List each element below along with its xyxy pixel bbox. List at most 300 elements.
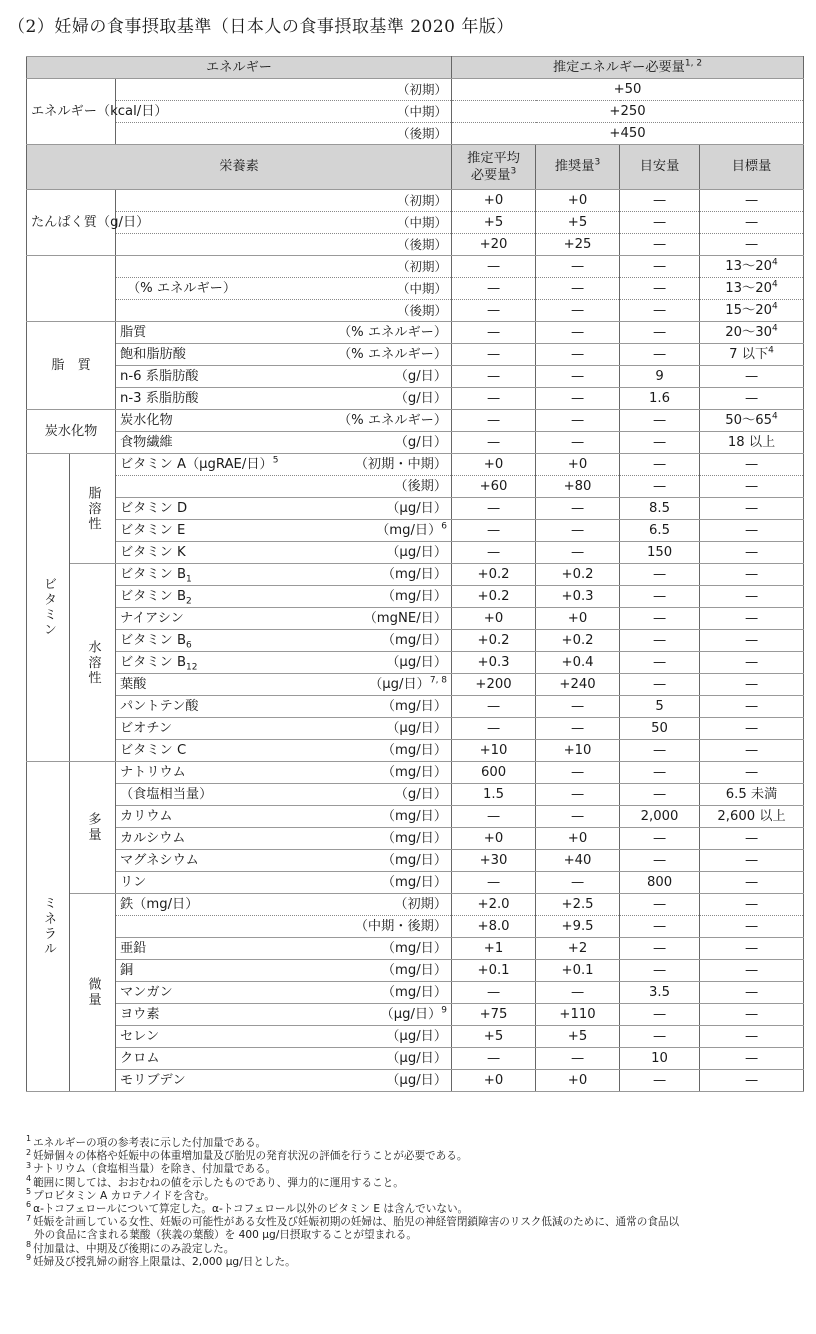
rda-value-cell: +0.1 xyxy=(536,960,620,982)
nutrient-label-cell xyxy=(116,894,452,916)
rda-value-cell: +0.2 xyxy=(536,564,620,586)
nutrient-unit: （μg/日） xyxy=(386,500,448,516)
rda-value-cell: — xyxy=(536,872,620,894)
ear-value-cell: — xyxy=(452,366,536,388)
ai-value-cell: 1.6 xyxy=(620,388,700,410)
label-wrap xyxy=(120,369,447,385)
nutrient-name: ビタミン A（μgRAE/日）$^5$ xyxy=(120,455,279,472)
ai-value-cell: — xyxy=(620,454,700,476)
ai-value-cell: 6.5 xyxy=(620,520,700,542)
ear-value-cell: 600 xyxy=(452,762,536,784)
rda-value-cell: +25 xyxy=(536,234,620,256)
nutrient-label-cell xyxy=(116,1070,452,1092)
ai-value-cell: — xyxy=(620,850,700,872)
label-wrap xyxy=(120,545,447,561)
rda-value-cell: — xyxy=(536,256,620,278)
page-title: （2）妊婦の食事摂取基準（日本人の食事摂取基準 2020 年版） xyxy=(8,17,514,37)
table-row xyxy=(27,982,804,1004)
footnote-number: 1 xyxy=(26,1134,32,1144)
rda-value-cell: +0.4 xyxy=(536,652,620,674)
nutrient-name: 食物繊維 xyxy=(120,434,173,450)
ear-value-cell: — xyxy=(452,982,536,1004)
nutrient-name: 葉酸 xyxy=(120,676,147,692)
table-row xyxy=(27,344,804,366)
table-row xyxy=(27,79,804,101)
rda-value-cell: +80 xyxy=(536,476,620,498)
footnote-number: 2 xyxy=(26,1147,32,1157)
nutrient-unit: （mg/日） xyxy=(381,698,448,714)
footnote-text: 妊婦及び授乳婦の耐容上限量は、2,000 μg/日とした。 xyxy=(33,1255,296,1268)
ai-value-cell: — xyxy=(620,674,700,696)
rda-value-cell: — xyxy=(536,806,620,828)
ai-value-cell: — xyxy=(620,916,700,938)
nutrient-name: ビタミン $B_6$ xyxy=(120,632,192,651)
label-wrap xyxy=(120,457,447,473)
footnote-ref: 6 xyxy=(441,521,448,532)
nutrient-name: パントテン酸 xyxy=(120,698,199,714)
footnote xyxy=(26,1200,811,1216)
nutrient-name: ビオチン xyxy=(120,720,173,736)
target-value-cell: — xyxy=(700,476,804,498)
label-wrap xyxy=(120,985,447,1001)
ear-value-cell: +1 xyxy=(452,938,536,960)
period-label: （後期） xyxy=(116,234,452,256)
nutrient-unit: （g/日） xyxy=(394,368,448,384)
dg-header: 目標量 xyxy=(700,145,804,190)
ear-value-cell: — xyxy=(452,256,536,278)
footnote-ref: 4 xyxy=(772,411,778,422)
label-wrap xyxy=(120,435,447,451)
footnote-ref: 4 xyxy=(768,345,774,356)
ear-header-line1: 推定平均 xyxy=(467,151,520,166)
nutrient-unit: （μg/日） xyxy=(386,654,448,670)
footnote-ref: 1, 2 xyxy=(684,58,703,69)
footnote xyxy=(26,1187,811,1203)
rda-value-cell: +5 xyxy=(536,1026,620,1048)
table-row xyxy=(27,762,804,784)
rda-value-cell: — xyxy=(536,520,620,542)
nutrient-name: ビタミン K xyxy=(120,544,186,560)
target-value-cell: 7 以下$^4$ xyxy=(700,344,804,366)
rda-value-cell: — xyxy=(536,542,620,564)
table-row xyxy=(27,520,804,542)
ear-value-cell: +10 xyxy=(452,740,536,762)
rda-value-cell: — xyxy=(536,718,620,740)
nutrient-unit: （mg/日） xyxy=(381,940,448,956)
ear-value-cell: — xyxy=(452,872,536,894)
nutrient-label-cell xyxy=(116,982,452,1004)
label-wrap xyxy=(120,963,447,979)
table-row xyxy=(27,652,804,674)
energy-header: エネルギー xyxy=(27,57,452,79)
table-row xyxy=(27,916,804,938)
fat-group-label: 脂 質 xyxy=(27,322,116,410)
ear-value-cell: 1.5 xyxy=(452,784,536,806)
table-row xyxy=(27,872,804,894)
nutrient-unit: （% エネルギー） xyxy=(337,324,448,340)
nutrient-name: ビタミン $B_2$ xyxy=(120,588,192,607)
nutrient-label-cell xyxy=(116,608,452,630)
nutrient-unit: （mg/日） xyxy=(381,588,448,604)
footnote xyxy=(26,1229,811,1242)
target-value-cell: — xyxy=(700,498,804,520)
label-wrap xyxy=(120,1007,447,1023)
footnote-number: 6 xyxy=(26,1200,32,1210)
footnote-ref: 4 xyxy=(772,257,778,268)
label-wrap xyxy=(120,875,447,891)
period-label: （初期） xyxy=(116,79,452,101)
table-row xyxy=(27,1004,804,1026)
table-row xyxy=(27,366,804,388)
target-value-cell: — xyxy=(700,982,804,1004)
rda-value-cell: +0 xyxy=(536,608,620,630)
label-wrap xyxy=(120,809,447,825)
ai-value-cell: — xyxy=(620,278,700,300)
label-wrap xyxy=(120,567,447,583)
footnote-text: 範囲に関しては、おおむねの値を示したものであり、弾力的に運用すること。 xyxy=(33,1176,404,1189)
nutrient-unit: （g/日） xyxy=(394,786,448,802)
footnote xyxy=(26,1240,811,1256)
ai-value-cell: — xyxy=(620,608,700,630)
table-row xyxy=(27,960,804,982)
label-wrap xyxy=(120,831,447,847)
nutrient-unit: （% エネルギー） xyxy=(337,412,448,428)
nutrient-name: （食塩相当量） xyxy=(120,786,213,802)
rda-value-cell: — xyxy=(536,278,620,300)
footnote-text: プロビタミン A カロテノイドを含む。 xyxy=(33,1189,215,1202)
nutrient-label-cell xyxy=(116,850,452,872)
rda-value-cell: — xyxy=(536,300,620,322)
nutrient-unit: （μg/日）$^9$ xyxy=(380,1005,448,1022)
target-value-cell: 2,600 以上 xyxy=(700,806,804,828)
footnote xyxy=(26,1174,811,1190)
footnote xyxy=(26,1253,811,1269)
footnote-number: 7 xyxy=(26,1213,32,1223)
label-wrap xyxy=(120,655,447,671)
label-wrap xyxy=(120,391,447,407)
label-wrap xyxy=(120,787,447,803)
rda-value-cell: +2 xyxy=(536,938,620,960)
table-row xyxy=(27,1026,804,1048)
table-row xyxy=(27,190,804,212)
target-value-cell: $15\sim 20^4$ xyxy=(700,300,804,322)
carb-group-label: 炭水化物 xyxy=(27,410,116,454)
table-row xyxy=(27,123,804,145)
nutrient-name: ビタミン D xyxy=(120,500,188,516)
period-label: （後期） xyxy=(116,300,452,322)
ai-value-cell: — xyxy=(620,762,700,784)
label-wrap xyxy=(120,501,447,517)
nutrient-name: ビタミン E xyxy=(120,522,186,538)
ai-value-cell: — xyxy=(620,740,700,762)
table-row xyxy=(27,608,804,630)
nutrient-unit: （mg/日） xyxy=(381,852,448,868)
ai-value-cell: — xyxy=(620,960,700,982)
target-value-cell: — xyxy=(700,586,804,608)
subscript: 1 xyxy=(186,574,192,585)
rda-value-cell: — xyxy=(536,982,620,1004)
footnote-ref: 7, 8 xyxy=(429,675,448,686)
nutrient-label-cell xyxy=(116,828,452,850)
target-value-cell: — xyxy=(700,520,804,542)
nutrient-label-cell xyxy=(116,454,452,476)
ear-value-cell: +5 xyxy=(452,212,536,234)
ear-value-cell: +8.0 xyxy=(452,916,536,938)
ai-value-cell: — xyxy=(620,344,700,366)
nutrient-label-cell xyxy=(116,542,452,564)
ear-value-cell: — xyxy=(452,388,536,410)
ai-value-cell: — xyxy=(620,234,700,256)
label-wrap xyxy=(120,743,447,759)
nutrient-unit: （mg/日） xyxy=(381,808,448,824)
nutrient-unit: （初期） xyxy=(394,896,448,912)
target-value-cell: $20\sim 30^4$ xyxy=(700,322,804,344)
target-value-cell: — xyxy=(700,388,804,410)
target-value-cell: — xyxy=(700,234,804,256)
nutrient-unit: （μg/日）$^{7, 8}$ xyxy=(369,675,448,692)
table-row xyxy=(27,234,804,256)
table-row xyxy=(27,410,804,432)
rda-value-cell: — xyxy=(536,322,620,344)
footnote xyxy=(26,1134,811,1150)
nutrient-label-cell xyxy=(116,718,452,740)
footnote-number: 8 xyxy=(26,1240,32,1250)
footnote-text: 外の食品に含まれる葉酸（狭義の葉酸）を 400 μg/日摂取することが望まれる。 xyxy=(34,1229,417,1242)
rda-value-cell: +5 xyxy=(536,212,620,234)
ear-value-cell: — xyxy=(452,300,536,322)
ear-value-cell: +0.2 xyxy=(452,564,536,586)
ear-value-cell: — xyxy=(452,432,536,454)
nutrient-unit: （後期） xyxy=(394,478,448,494)
nutrient-label-cell xyxy=(116,1048,452,1070)
nutrient-label-cell xyxy=(116,696,452,718)
table-row xyxy=(27,828,804,850)
target-value-cell: — xyxy=(700,1004,804,1026)
target-value-cell: — xyxy=(700,190,804,212)
energy-value: +450 xyxy=(452,123,804,145)
mineral-group-label: ミネラル xyxy=(27,762,70,1092)
period-label: （初期） xyxy=(116,190,452,212)
ai-value-cell: — xyxy=(620,322,700,344)
footnote-ref: 9 xyxy=(441,1005,448,1016)
table-row xyxy=(27,630,804,652)
nutrient-label-cell xyxy=(116,432,452,454)
target-value-cell: — xyxy=(700,696,804,718)
nutrient-label-cell xyxy=(116,1004,452,1026)
nutrient-unit: （mg/日） xyxy=(381,632,448,648)
ai-value-cell: — xyxy=(620,1070,700,1092)
nutrient-unit: （mg/日） xyxy=(381,742,448,758)
nutrient-label-cell xyxy=(116,938,452,960)
nutrient-label-cell xyxy=(116,652,452,674)
nutrient-label-cell xyxy=(116,564,452,586)
nutrient-label-cell xyxy=(116,762,452,784)
ai-value-cell: — xyxy=(620,564,700,586)
nutrient-name: ヨウ素 xyxy=(120,1006,160,1022)
label-wrap xyxy=(120,853,447,869)
nutrient-label-cell xyxy=(116,806,452,828)
label-wrap xyxy=(120,633,447,649)
target-value-cell: — xyxy=(700,630,804,652)
ear-value-cell: +0.1 xyxy=(452,960,536,982)
footnote-text: 妊娠を計画している女性、妊娠の可能性がある女性及び妊娠初期の妊婦は、胎児の神経管閉鎖障害のリスク低減のために、通常の食品以 xyxy=(33,1216,680,1229)
table-row xyxy=(27,1048,804,1070)
target-value-cell: — xyxy=(700,1070,804,1092)
nutrient-name: マンガン xyxy=(120,984,173,1000)
nutrient-unit: （μg/日） xyxy=(386,544,448,560)
macro-mineral-label: 多量 xyxy=(70,762,116,894)
period-label: （後期） xyxy=(116,123,452,145)
ai-value-cell: 10 xyxy=(620,1048,700,1070)
rda-value-cell: — xyxy=(536,696,620,718)
table-row xyxy=(27,806,804,828)
energy-value: +250 xyxy=(452,101,804,123)
table-row xyxy=(27,476,804,498)
nutrient-unit: （初期・中期） xyxy=(354,456,448,472)
rda-value-cell: — xyxy=(536,498,620,520)
target-value-cell: — xyxy=(700,454,804,476)
footnote-ref: 4 xyxy=(772,279,778,290)
ear-value-cell: — xyxy=(452,1048,536,1070)
ai-value-cell: 8.5 xyxy=(620,498,700,520)
label-wrap xyxy=(120,413,447,429)
table-row xyxy=(27,322,804,344)
nutrient-unit: （mg/日） xyxy=(381,874,448,890)
nutrient-label-cell xyxy=(116,498,452,520)
nutrient-label-cell xyxy=(116,586,452,608)
rda-value-cell: +0.3 xyxy=(536,586,620,608)
target-value-cell: — xyxy=(700,366,804,388)
nutrient-label-cell xyxy=(116,960,452,982)
nutrient-unit: （mg/日） xyxy=(381,566,448,582)
ai-value-cell: 9 xyxy=(620,366,700,388)
ai-header: 目安量 xyxy=(620,145,700,190)
nutrient-name: ビタミン $B_{12}$ xyxy=(120,654,198,673)
ai-value-cell: — xyxy=(620,432,700,454)
footnote xyxy=(26,1213,811,1229)
target-value-cell: — xyxy=(700,1048,804,1070)
label-wrap xyxy=(120,589,447,605)
table-row xyxy=(27,718,804,740)
label-wrap xyxy=(120,523,447,539)
ear-value-cell: +60 xyxy=(452,476,536,498)
nutrient-label-cell xyxy=(116,476,452,498)
nutrient-name: クロム xyxy=(120,1050,160,1066)
rda-value-cell: — xyxy=(536,388,620,410)
subscript: 6 xyxy=(186,640,192,651)
nutrient-name: ビタミン C xyxy=(120,742,187,758)
rda-header: 推奨量$^3$ xyxy=(536,145,620,190)
footnote-number: 5 xyxy=(26,1187,32,1197)
footnote-text: ナトリウム（食塩相当量）を除き、付加量である。 xyxy=(33,1163,277,1176)
label-wrap xyxy=(120,1073,447,1089)
footnote-number: 4 xyxy=(26,1174,32,1184)
table-row xyxy=(27,300,804,322)
rda-value-cell: — xyxy=(536,762,620,784)
rda-value-cell: +110 xyxy=(536,1004,620,1026)
table-row xyxy=(27,784,804,806)
ear-header-line2: 必要量 xyxy=(470,168,511,183)
ear-value-cell: +200 xyxy=(452,674,536,696)
nutrient-name: カリウム xyxy=(120,808,173,824)
ear-value-cell: — xyxy=(452,344,536,366)
ai-value-cell: — xyxy=(620,476,700,498)
label-wrap xyxy=(120,677,447,693)
rda-value-cell: — xyxy=(536,366,620,388)
label-wrap xyxy=(120,721,447,737)
nutrient-name: 鉄（mg/日） xyxy=(120,896,199,912)
footnote-text: α-トコフェロールについて算定した。α-トコフェロール以外のビタミン E は含んでいない。 xyxy=(33,1203,469,1216)
target-value-cell: — xyxy=(700,674,804,696)
nutrient-header: 栄養素 xyxy=(27,145,452,190)
nutrient-label-cell xyxy=(116,388,452,410)
nutrient-label-cell xyxy=(116,740,452,762)
nutrient-unit: （μg/日） xyxy=(386,1050,448,1066)
rda-value-cell: +240 xyxy=(536,674,620,696)
target-value-cell: — xyxy=(700,872,804,894)
nutrient-name: ビタミン $B_1$ xyxy=(120,566,192,585)
nutrient-name: n-6 系脂肪酸 xyxy=(120,368,199,384)
table-row xyxy=(27,696,804,718)
label-wrap xyxy=(120,897,447,913)
ear-value-cell: +0 xyxy=(452,608,536,630)
nutrient-name: n-3 系脂肪酸 xyxy=(120,390,199,406)
rda-value-cell: — xyxy=(536,784,620,806)
target-value-cell: — xyxy=(700,916,804,938)
table-row xyxy=(27,1070,804,1092)
target-value-cell: — xyxy=(700,894,804,916)
ear-value-cell: — xyxy=(452,718,536,740)
nutrient-label-cell xyxy=(116,322,452,344)
table-row xyxy=(27,388,804,410)
nutrient-label-cell xyxy=(116,366,452,388)
ai-value-cell: — xyxy=(620,652,700,674)
protein-label: たんぱく質（g/日） xyxy=(27,190,116,256)
nutrient-unit: （mgNE/日） xyxy=(363,610,448,626)
footnote-ref: 4 xyxy=(772,301,778,312)
rda-value-cell: +0 xyxy=(536,828,620,850)
table-row xyxy=(27,564,804,586)
nutrient-name: セレン xyxy=(120,1028,160,1044)
ai-value-cell: — xyxy=(620,1004,700,1026)
period-label: （中期） xyxy=(116,212,452,234)
label-wrap xyxy=(120,479,447,495)
ai-value-cell: 2,000 xyxy=(620,806,700,828)
target-value-cell: — xyxy=(700,564,804,586)
footnote-ref: 3 xyxy=(510,166,517,177)
ear-value-cell: +5 xyxy=(452,1026,536,1048)
table-row xyxy=(27,938,804,960)
footnote-number: 9 xyxy=(26,1253,32,1263)
ear-value-cell: — xyxy=(452,498,536,520)
target-value-cell: — xyxy=(700,762,804,784)
nutrient-name: カルシウム xyxy=(120,830,186,846)
nutrient-unit: （μg/日） xyxy=(386,1072,448,1088)
nutrient-unit: （μg/日） xyxy=(386,720,448,736)
footnote-number: 3 xyxy=(26,1160,32,1170)
nutrient-name: リン xyxy=(120,874,147,890)
rda-value-cell: +0 xyxy=(536,190,620,212)
vitamin-group-label: ビタミン xyxy=(27,454,70,762)
nutrient-name: 飽和脂肪酸 xyxy=(120,346,186,362)
ear-value-cell: +0 xyxy=(452,454,536,476)
ear-value-cell: +75 xyxy=(452,1004,536,1026)
period-label: （中期） xyxy=(116,278,452,300)
target-value-cell: — xyxy=(700,938,804,960)
target-value-cell: — xyxy=(700,608,804,630)
protein-pct-label: （% エネルギー） xyxy=(27,256,116,322)
nutrient-name: 銅 xyxy=(120,962,134,978)
